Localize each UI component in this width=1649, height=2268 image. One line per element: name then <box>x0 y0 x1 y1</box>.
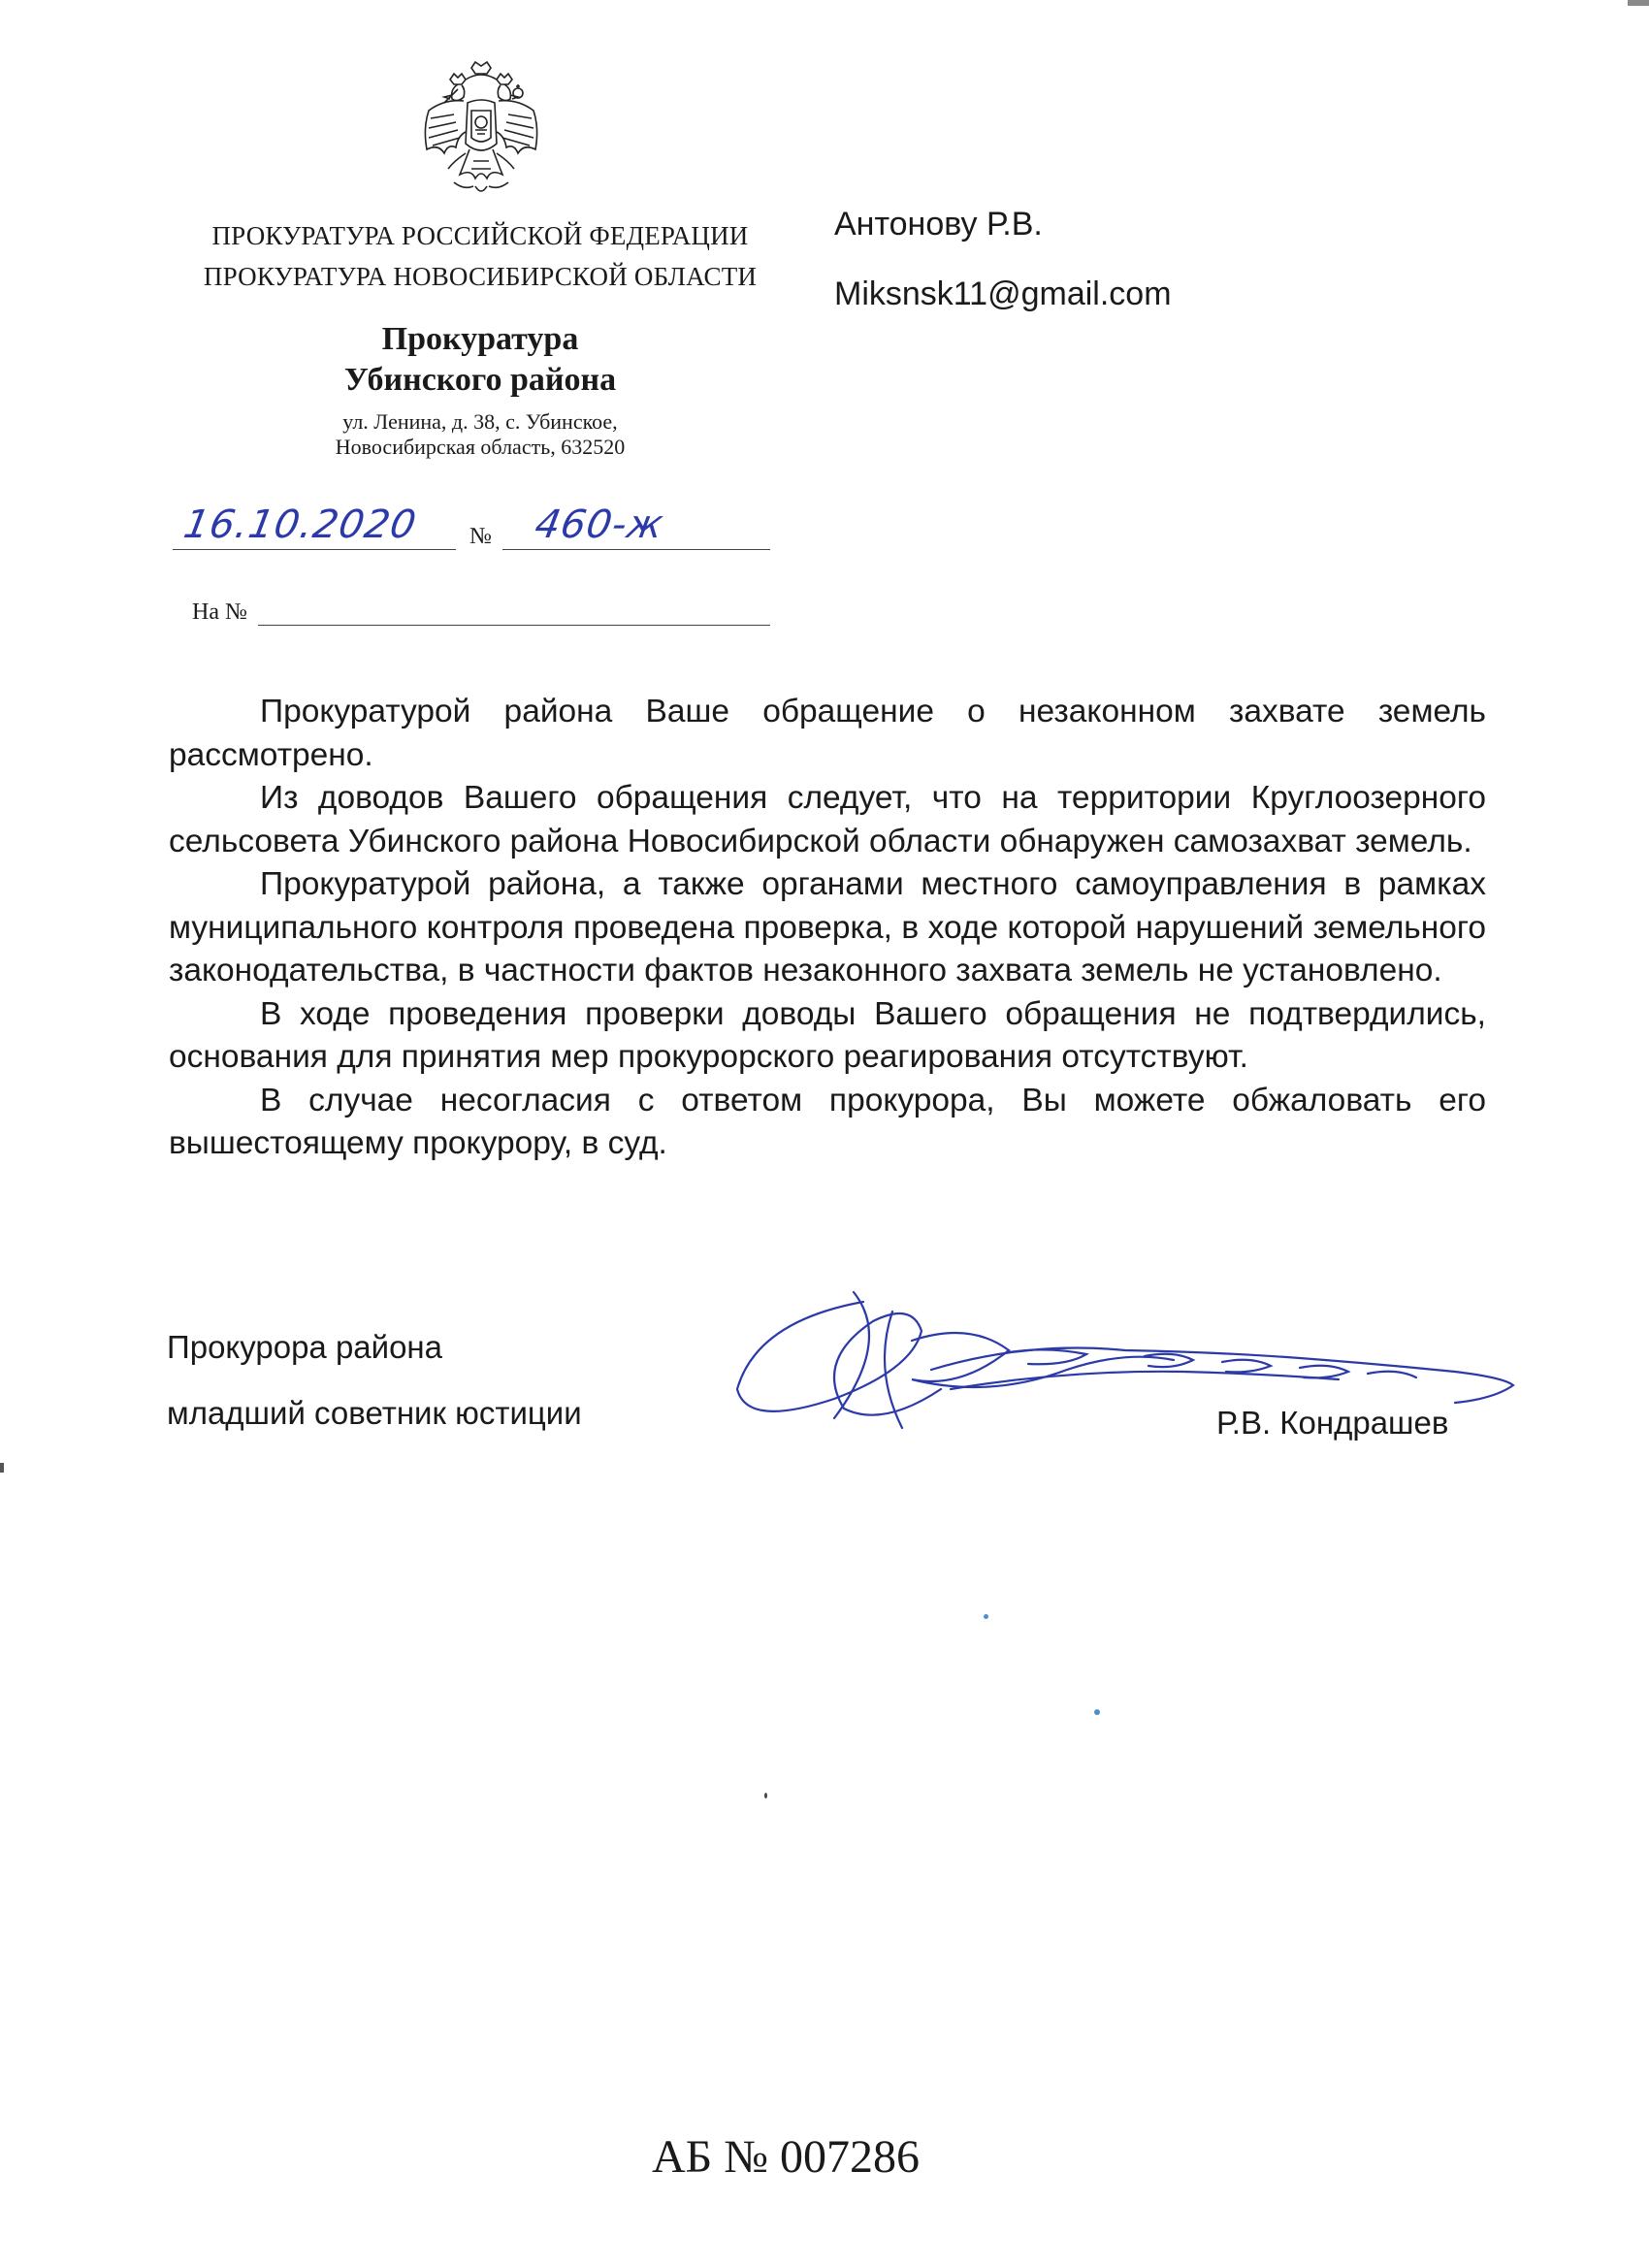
scan-speck <box>984 1614 988 1619</box>
org-line-federal: ПРОКУРАТУРА РОССИЙСКОЙ ФЕДЕРАЦИИ <box>211 221 749 250</box>
signatory-name: Р.В. Кондрашев <box>1216 1405 1449 1441</box>
org-line-regional: ПРОКУРАТУРА НОВОСИБИРСКОЙ ОБЛАСТИ <box>203 262 758 291</box>
office-address-line-1: ул. Ленина, д. 38, с. Убинское, <box>342 409 618 434</box>
letter-body <box>169 691 1486 1166</box>
scan-corner-mark <box>1628 0 1649 6</box>
body-paragraph-3: Прокуратурой района, а также органами местного самоуправления в рамках муниципального контроля проведена проверка, в ходе которой нарушений земельного законодательства, в частности фактов незаконного захвата земель не установлено. <box>169 866 1486 988</box>
handwritten-number: 460-ж <box>531 502 667 547</box>
office-name-line-2: Убинского района <box>343 362 617 398</box>
body-paragraph-2: Из доводов Вашего обращения следует, что на территории Круглоозерного сельсовета Убинского района Новосибирской области обнаружен самозахват земель. <box>169 780 1486 859</box>
body-paragraph-5: В случае несогласия с ответом прокурора, Вы можете обжаловать его вышестоящему прокурору, в суд. <box>169 1082 1486 1161</box>
body-paragraph-4: В ходе проведения проверки доводы Вашего обращения не подтвердились, основания для принятия мер прокурорского реагирования отсутствуют. <box>169 995 1486 1075</box>
russian-eagle-emblem-icon <box>415 60 547 206</box>
handwritten-date: 16.10.2020 <box>179 502 421 547</box>
form-serial-number: АБ № 007286 <box>652 2131 921 2183</box>
recipient-name: Антонову Р.В. <box>834 206 1043 243</box>
signatory-position-line-1: Прокурора района <box>167 1329 443 1365</box>
scan-speck <box>764 1793 767 1798</box>
office-address-line-2: Новосибирская область, 632520 <box>335 435 626 459</box>
scan-speck <box>1094 1709 1100 1715</box>
recipient-email: Miksnsk11@gmail.com <box>834 275 1172 312</box>
office-name-line-1: Прокуратура <box>381 321 579 357</box>
number-underline <box>502 549 770 550</box>
reply-to-label: На № <box>192 599 247 625</box>
number-sign-label: № <box>469 524 492 549</box>
body-paragraph-1: Прокуратурой района Ваше обращение о незаконном захвате земель рассмотрено. <box>169 694 1486 773</box>
signatory-position-line-2: младший советник юстиции <box>167 1395 582 1431</box>
scan-edge-mark <box>0 1463 4 1473</box>
date-underline <box>173 549 456 550</box>
reply-to-underline <box>258 625 770 626</box>
